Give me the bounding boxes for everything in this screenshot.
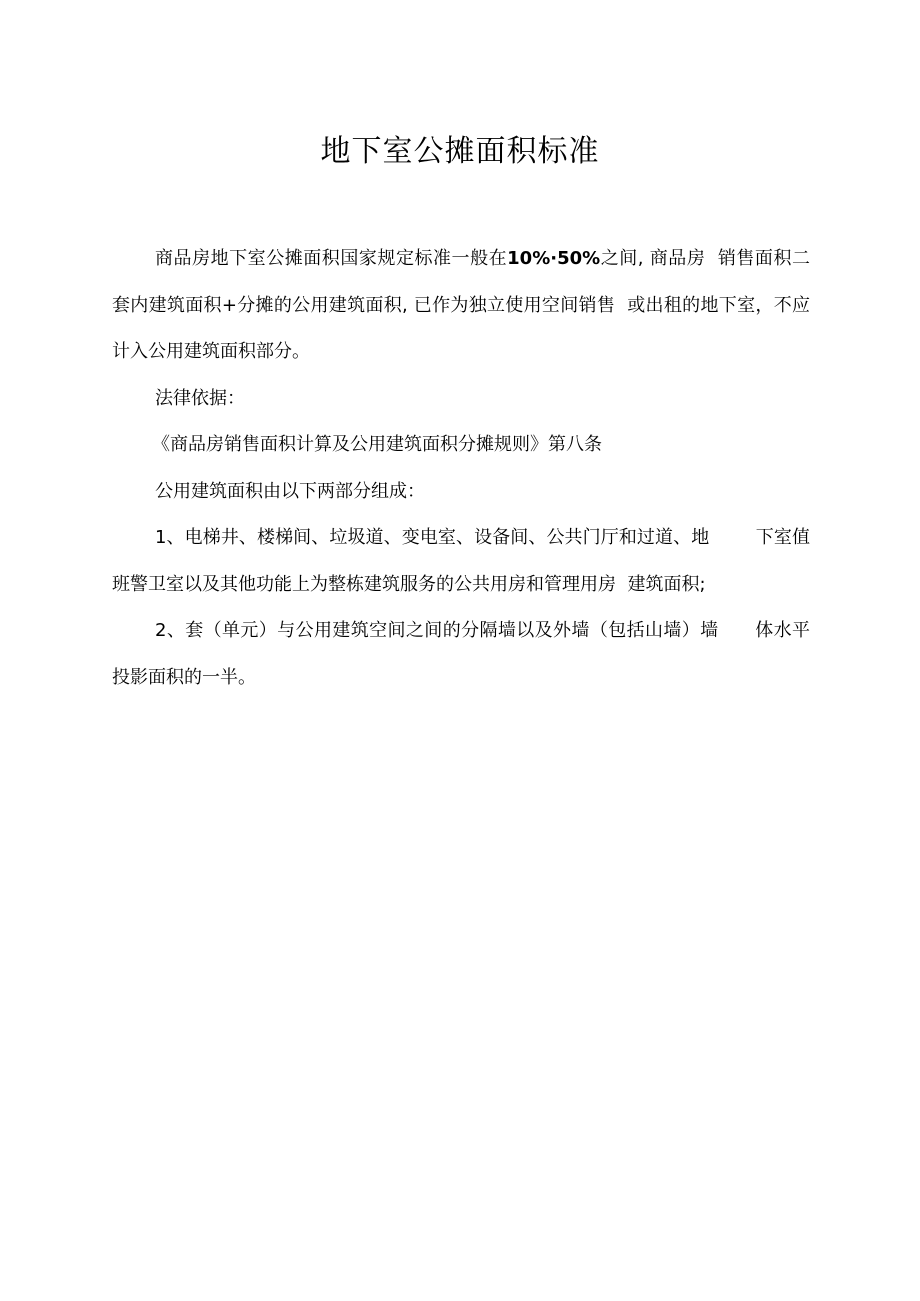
paragraph-legal-basis: 法律依据： [155, 387, 245, 409]
paragraph-intro [112, 236, 810, 376]
paragraph-item-2: 2、套（单元）与公用建筑空间之间的分隔墙以及外墙（包括山墙）墙 体水平投影面积的一半。 [112, 620, 810, 688]
intro-text-after: 之间, 商品房 销售面积二套内建筑面积+分摊的公用建筑面积, 已作为独立使用空间销售 或出租的地下室，不应计入公用建筑面积部分。 [112, 248, 811, 362]
paragraph-regulation-citation: 《商品房销售面积计算及公用建筑面积分摊规则》第八条 [152, 434, 602, 455]
percentage-range: 10%·50% [507, 248, 601, 269]
paragraph-item-1: 1、电梯井、楼梯间、垃圾道、变电室、设备间、公共门厅和过道、地 下室值班警卫室以及其他功能上为整栋建筑服务的公共用房和管理用房 建筑面积; [112, 527, 810, 595]
document-body [112, 236, 810, 701]
document-title: 地下室公摊面积标准 [320, 134, 600, 169]
paragraph-composition-intro: 公用建筑面积由以下两部分组成： [155, 480, 425, 502]
intro-text-before: 商品房地下室公摊面积国家规定标准一般在 [155, 248, 508, 269]
